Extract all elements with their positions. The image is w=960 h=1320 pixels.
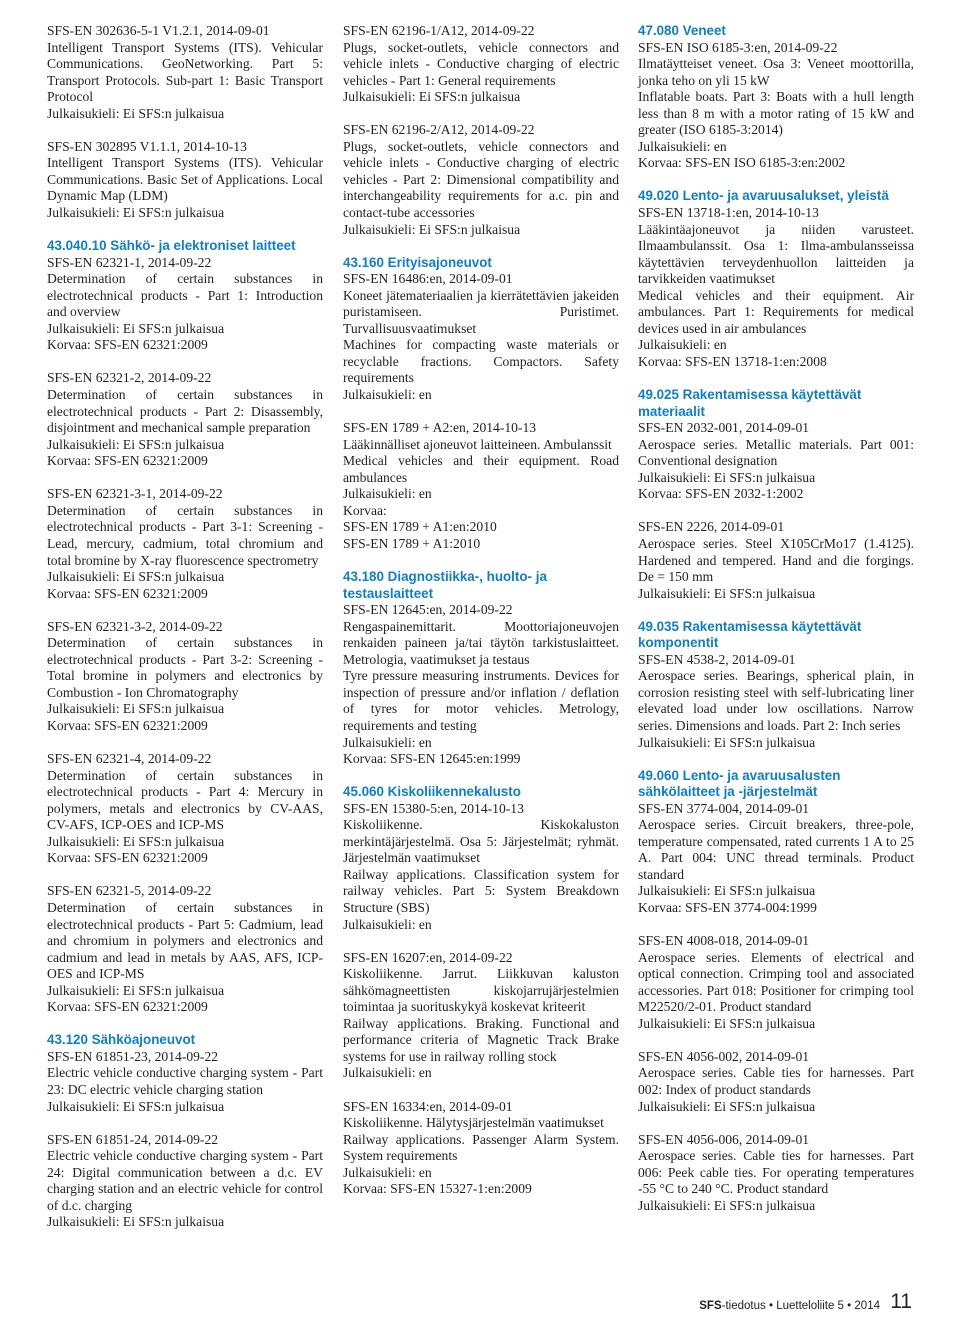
standard-detail: Korvaa: SFS-EN 13718-1:en:2008 (638, 353, 827, 369)
standard-detail: Electric vehicle conductive charging system - Part 23: DC electric vehicle charging station (47, 1065, 323, 1097)
standard-detail: Medical vehicles and their equipment. Air ambulances. Part 1: Requirements for medical devices used in air ambulances (638, 287, 914, 336)
standards-section (638, 768, 914, 1215)
footer-brand: SFS (699, 1300, 722, 1312)
standard-detail: Aerospace series. Elements of electrical and optical connection. Crimping tool and associated accessories. Part 018: Positioner for crimping tool M22520/2-01. Product standard (638, 949, 914, 1015)
standard-entry (638, 801, 914, 917)
standard-detail: Julkaisukieli: Ei SFS:n julkaisua (47, 320, 225, 336)
standard-detail: Medical vehicles and their equipment. Road ambulances (343, 453, 619, 485)
standard-detail: Determination of certain substances in electrotechnical products - Part 5: Cadmium, lead and chromium in polymers and electronics and cadmium and lead in metals by AAS, AFS, ICP-OES and ICP-MS (47, 899, 323, 982)
standard-id: SFS-EN 62321-3-2, 2014-09-22 (47, 618, 223, 634)
standard-detail: Julkaisukieli: Ei SFS:n julkaisua (47, 569, 225, 585)
standard-id: SFS-EN 3774-004, 2014-09-01 (638, 800, 810, 816)
standard-detail: Inflatable boats. Part 3: Boats with a hull length less than 8 m with a motor rating of 15 kW and greater (ISO 6185-3:2014) (638, 89, 914, 138)
standard-detail: Julkaisukieli: en (638, 138, 727, 154)
standard-entry (343, 602, 619, 767)
column-1 (47, 23, 323, 1247)
standard-id: SFS-EN 302895 V1.1.1, 2014-10-13 (47, 138, 247, 154)
standard-detail: Intelligent Transport Systems (ITS). Vehicular Communications. GeoNetworking. Part 5: Transport Protocols. Sub-part 1: Basic Transport Protocol (47, 39, 323, 105)
standard-detail: Julkaisukieli: Ei SFS:n julkaisua (47, 833, 225, 849)
standard-entry (47, 255, 323, 354)
standard-detail: Korvaa: SFS-EN 62321:2009 (47, 717, 208, 733)
standard-detail: Lääkinnälliset ajoneuvot laitteineen. Ambulanssit (343, 436, 612, 452)
section-heading: 43.180 Diagnostiikka-, huolto- ja testauslaitteet (343, 569, 547, 601)
standard-detail: Machines for compacting waste materials or recyclable fractions. Compactors. Safety requirements (343, 337, 619, 386)
standard-entry (638, 519, 914, 602)
standard-detail: Electric vehicle conductive charging system - Part 24: Digital communication between a d.c. EV charging station and an electric vehicle for control of d.c. charging (47, 1148, 323, 1213)
standard-detail: Julkaisukieli: Ei SFS:n julkaisua (638, 1015, 816, 1031)
standard-detail: Railway applications. Classification system for railway vehicles. Part 5: System Breakdown Structure (SBS) (343, 866, 619, 915)
standard-detail: Aerospace series. Cable ties for harnesses. Part 006: Peek cable ties. For operating temperatures -55 °C to 240 °C. Product standard (638, 1148, 914, 1197)
standard-detail: Kiskoliikenne. Hälytysjärjestelmän vaatimukset (343, 1115, 604, 1131)
standards-section (343, 255, 619, 553)
standards-section (638, 619, 914, 751)
page-number: 11 (890, 1290, 912, 1313)
standard-id: SFS-EN 4538-2, 2014-09-01 (638, 651, 796, 667)
standard-id: SFS-EN 16207:en, 2014-09-22 (343, 949, 513, 965)
standard-detail: Rengaspainemittarit. Moottoriajoneuvojen renkaiden paineen ja/tai täytön tarkistuslaitteet. Metrologia, vaatimukset ja testaus (343, 618, 619, 667)
standard-detail: Julkaisukieli: Ei SFS:n julkaisua (638, 469, 816, 485)
standard-id: SFS-EN 62321-4, 2014-09-22 (47, 751, 212, 767)
standard-detail: Korvaa: (343, 502, 387, 518)
standard-detail: Determination of certain substances in electrotechnical products - Part 3-2: Screening - Total bromine in polymers and electronics by Combustion - Ion Chromatography (47, 635, 323, 700)
standard-detail: Korvaa: SFS-EN 62321:2009 (47, 337, 208, 353)
standard-id: SFS-EN ISO 6185-3:en, 2014-09-22 (638, 39, 838, 55)
standard-entry (343, 801, 619, 933)
standard-detail: Julkaisukieli: Ei SFS:n julkaisua (47, 1214, 225, 1230)
standard-entry (343, 1099, 619, 1198)
standard-detail: Determination of certain substances in electrotechnical products - Part 4: Mercury in polymers, metals and electronics by CV-AAS, CV-AFS, ICP-OES and ICP-MS (47, 767, 323, 833)
standard-detail: Plugs, socket-outlets, vehicle connectors and vehicle inlets - Conductive charging of electric vehicles - Part 2: Dimensional compatibility and interchangeability requirements for a.c. pin and contact-tube accessories (343, 138, 619, 221)
standard-entry (638, 652, 914, 751)
standard-detail: Julkaisukieli: en (638, 337, 727, 353)
standard-id: SFS-EN 302636-5-1 V1.2.1, 2014-09-01 (47, 23, 270, 38)
standard-detail: Julkaisukieli: en (343, 1164, 432, 1180)
standard-detail: Aerospace series. Bearings, spherical plain, in corrosion resisting steel with self-lubricating liner elevated load under low oscillations. Narrow series. Dimensions and loads. Part 2: Inch series (638, 668, 914, 733)
standard-detail: Julkaisukieli: en (343, 916, 432, 932)
standard-detail: Korvaa: SFS-EN 62321:2009 (47, 453, 208, 469)
standard-id: SFS-EN 16334:en, 2014-09-01 (343, 1098, 513, 1114)
standard-entry (47, 1132, 323, 1231)
section-heading: 45.060 Kiskoliikennekalusto (343, 784, 521, 800)
standard-detail: Tyre pressure measuring instruments. Devices for inspection of pressure and/or inflation / deflation of tyres for motor vehicles. Metrology, requirements and testing (343, 668, 619, 733)
standard-detail: Plugs, socket-outlets, vehicle connectors and vehicle inlets - Conductive charging of electric vehicles - Part 1: General requirements (343, 39, 619, 88)
standard-detail: Korvaa: SFS-EN 3774-004:1999 (638, 899, 817, 915)
standard-id: SFS-EN 15380-5:en, 2014-10-13 (343, 800, 524, 816)
standard-id: SFS-EN 13718-1:en, 2014-10-13 (638, 205, 819, 221)
standard-id: SFS-EN 4056-006, 2014-09-01 (638, 1131, 810, 1147)
standard-detail: Julkaisukieli: Ei SFS:n julkaisua (47, 701, 225, 717)
standard-detail: Korvaa: SFS-EN 62321:2009 (47, 999, 208, 1015)
standard-entry (638, 1132, 914, 1215)
standard-entry (343, 23, 619, 106)
footer-year: 2014 (854, 1300, 880, 1312)
standard-detail: Aerospace series. Circuit breakers, three-pole, temperature compensated, rated currents 1 A to 25 A. Part 004: UNC thread terminals. Product standard (638, 817, 914, 882)
standards-section (343, 569, 619, 768)
standard-detail: Korvaa: SFS-EN 12645:en:1999 (343, 751, 521, 767)
standard-entry (638, 1049, 914, 1115)
standard-detail: Determination of certain substances in electrotechnical products - Part 2: Disassembly, disjointment and mechanical sample preparation (47, 387, 323, 436)
standard-id: SFS-EN 61851-24, 2014-09-22 (47, 1131, 219, 1147)
standard-entry (47, 139, 323, 222)
standard-id: SFS-EN 62321-1, 2014-09-22 (47, 254, 212, 270)
column-2 (343, 23, 619, 1214)
standard-entry (638, 933, 914, 1032)
footer-separator: • (768, 1300, 773, 1312)
standard-detail: Julkaisukieli: Ei SFS:n julkaisua (638, 734, 816, 750)
standard-detail: Julkaisukieli: Ei SFS:n julkaisua (638, 1098, 816, 1114)
standard-detail: Julkaisukieli: Ei SFS:n julkaisua (638, 1197, 816, 1213)
standard-detail: Kiskoliikenne. Jarrut. Liikkuvan kaluston sähkömagneettisten kiskojarrujärjestelmien toimintaa ja suorituskykyä koskevat kriteerit (343, 966, 619, 1015)
standard-detail: Julkaisukieli: Ei SFS:n julkaisua (343, 89, 521, 105)
standard-id: SFS-EN 62196-1/A12, 2014-09-22 (343, 23, 535, 38)
standard-id: SFS-EN 4008-018, 2014-09-01 (638, 933, 810, 949)
standard-entry (47, 883, 323, 1015)
standard-detail: Lääkintäajoneuvot ja niiden varusteet. Ilmaambulanssit. Osa 1: Ilma-ambulansseissa käytettävien terveydenhuollon laitteiden ja tarvikkeiden vaatimukset (638, 221, 914, 287)
standard-detail: Aerospace series. Cable ties for harnesses. Part 002: Index of product standards (638, 1065, 914, 1097)
standard-entry (47, 23, 323, 122)
standard-id: SFS-EN 62196-2/A12, 2014-09-22 (343, 122, 535, 138)
standard-detail: Julkaisukieli: Ei SFS:n julkaisua (638, 585, 816, 601)
standard-detail: Aerospace series. Steel X105CrMo17 (1.4125). Hardened and tempered. Hand and die forgings. De = 150 mm (638, 535, 914, 585)
standard-detail: Ilmatäytteiset veneet. Osa 3: Veneet moottorilla, jonka teho on yli 15 kW (638, 56, 914, 88)
standard-detail: Determination of certain substances in electrotechnical products - Part 3-1: Screening - Lead, mercury, cadmium, total chromium and total bromine by X-ray fluorescence spectrometry (47, 502, 323, 568)
standard-entry (47, 751, 323, 867)
column-3 (638, 23, 914, 1231)
standard-detail: Korvaa: SFS-EN 62321:2009 (47, 585, 208, 601)
footer-publication-info (699, 1298, 880, 1315)
standard-detail: Julkaisukieli: Ei SFS:n julkaisua (47, 982, 225, 998)
standards-section (638, 23, 914, 172)
standard-detail: Korvaa: SFS-EN ISO 6185-3:en:2002 (638, 155, 846, 171)
standard-detail: Railway applications. Braking. Functional and performance criteria of Magnetic Track Brake systems for use in railway rolling stock (343, 1015, 619, 1064)
standard-entry (343, 950, 619, 1082)
standard-detail: Intelligent Transport Systems (ITS). Vehicular Communications. Basic Set of Applications. Local Dynamic Map (LDM) (47, 155, 323, 204)
standards-section (343, 784, 619, 1198)
standards-section (47, 1032, 323, 1231)
standard-detail: Julkaisukieli: Ei SFS:n julkaisua (47, 205, 225, 221)
standard-entry (47, 370, 323, 469)
section-heading: 49.025 Rakentamisessa käytettävät materiaalit (638, 387, 862, 419)
standard-entry (638, 205, 914, 370)
standard-entry (47, 486, 323, 602)
standard-detail: Julkaisukieli: en (343, 1065, 432, 1081)
standard-entry (343, 420, 619, 552)
standard-detail: Julkaisukieli: en (343, 387, 432, 403)
standard-detail: Julkaisukieli: Ei SFS:n julkaisua (47, 436, 225, 452)
standard-detail: Kiskoliikenne. Kiskokaluston merkintäjärjestelmä. Osa 5: Järjestelmät; ryhmät. Järjestelmän vaatimukset (343, 817, 619, 866)
footer-separator: • (847, 1300, 852, 1312)
standard-detail: Koneet jätemateriaalien ja kierrätettävien jakeiden puristamiseen. Puristimet. Turvallisuusvaatimukset (343, 287, 619, 336)
standard-detail: Julkaisukieli: en (343, 734, 432, 750)
standard-detail: Julkaisukieli: en (343, 486, 432, 502)
standard-entry (343, 122, 619, 238)
standard-detail: SFS-EN 1789 + A1:en:2010 (343, 519, 497, 535)
standard-detail: SFS-EN 1789 + A1:2010 (343, 535, 481, 551)
section-heading: 49.020 Lento- ja avaruusalukset, yleistä (638, 188, 889, 204)
footer-brand-rest: -tiedotus (721, 1300, 766, 1312)
standards-section (47, 23, 323, 222)
standard-detail: Korvaa: SFS-EN 2032-1:2002 (638, 486, 804, 502)
section-heading: 49.060 Lento- ja avaruusalusten sähkölaitteet ja -järjestelmät (638, 767, 841, 800)
section-heading: 43.040.10 Sähkö- ja elektroniset laitteet (47, 238, 296, 254)
standard-detail: Julkaisukieli: Ei SFS:n julkaisua (343, 221, 521, 237)
standards-section (638, 188, 914, 370)
page-footer (690, 1290, 930, 1320)
standard-id: SFS-EN 62321-3-1, 2014-09-22 (47, 486, 223, 502)
standard-id: SFS-EN 61851-23, 2014-09-22 (47, 1048, 219, 1064)
standard-id: SFS-EN 4056-002, 2014-09-01 (638, 1048, 810, 1064)
standard-detail: Railway applications. Passenger Alarm System. System requirements (343, 1131, 619, 1164)
standard-entry (47, 1049, 323, 1115)
standards-section (343, 23, 619, 238)
standard-id: SFS-EN 12645:en, 2014-09-22 (343, 602, 513, 618)
standard-detail: Korvaa: SFS-EN 62321:2009 (47, 850, 208, 866)
standard-entry (638, 420, 914, 503)
standard-entry (343, 271, 619, 403)
standard-id: SFS-EN 16486:en, 2014-09-01 (343, 271, 513, 287)
standard-id: SFS-EN 2032-001, 2014-09-01 (638, 420, 810, 436)
standards-section (638, 387, 914, 602)
section-heading: 43.160 Erityisajoneuvot (343, 254, 492, 270)
standard-entry (47, 619, 323, 735)
standard-detail: Aerospace series. Metallic materials. Part 001: Conventional designation (638, 436, 914, 469)
standard-detail: Julkaisukieli: Ei SFS:n julkaisua (47, 1098, 225, 1114)
section-heading: 47.080 Veneet (638, 23, 726, 38)
standards-section (47, 238, 323, 1016)
section-heading: 49.035 Rakentamisessa käytettävät komponentit (638, 618, 862, 651)
standard-id: SFS-EN 1789 + A2:en, 2014-10-13 (343, 420, 537, 436)
standard-detail: Determination of certain substances in electrotechnical products - Part 1: Introduction and overview (47, 271, 323, 320)
standard-detail: Julkaisukieli: Ei SFS:n julkaisua (638, 883, 816, 899)
standard-id: SFS-EN 62321-2, 2014-09-22 (47, 370, 212, 386)
footer-publication: Luetteloliite 5 (776, 1300, 844, 1312)
standard-detail: Korvaa: SFS-EN 15327-1:en:2009 (343, 1181, 532, 1197)
standard-id: SFS-EN 62321-5, 2014-09-22 (47, 883, 212, 899)
standard-id: SFS-EN 2226, 2014-09-01 (638, 519, 785, 535)
section-heading: 43.120 Sähköajoneuvot (47, 1032, 196, 1048)
standard-entry (638, 40, 914, 172)
standard-detail: Julkaisukieli: Ei SFS:n julkaisua (47, 105, 225, 121)
